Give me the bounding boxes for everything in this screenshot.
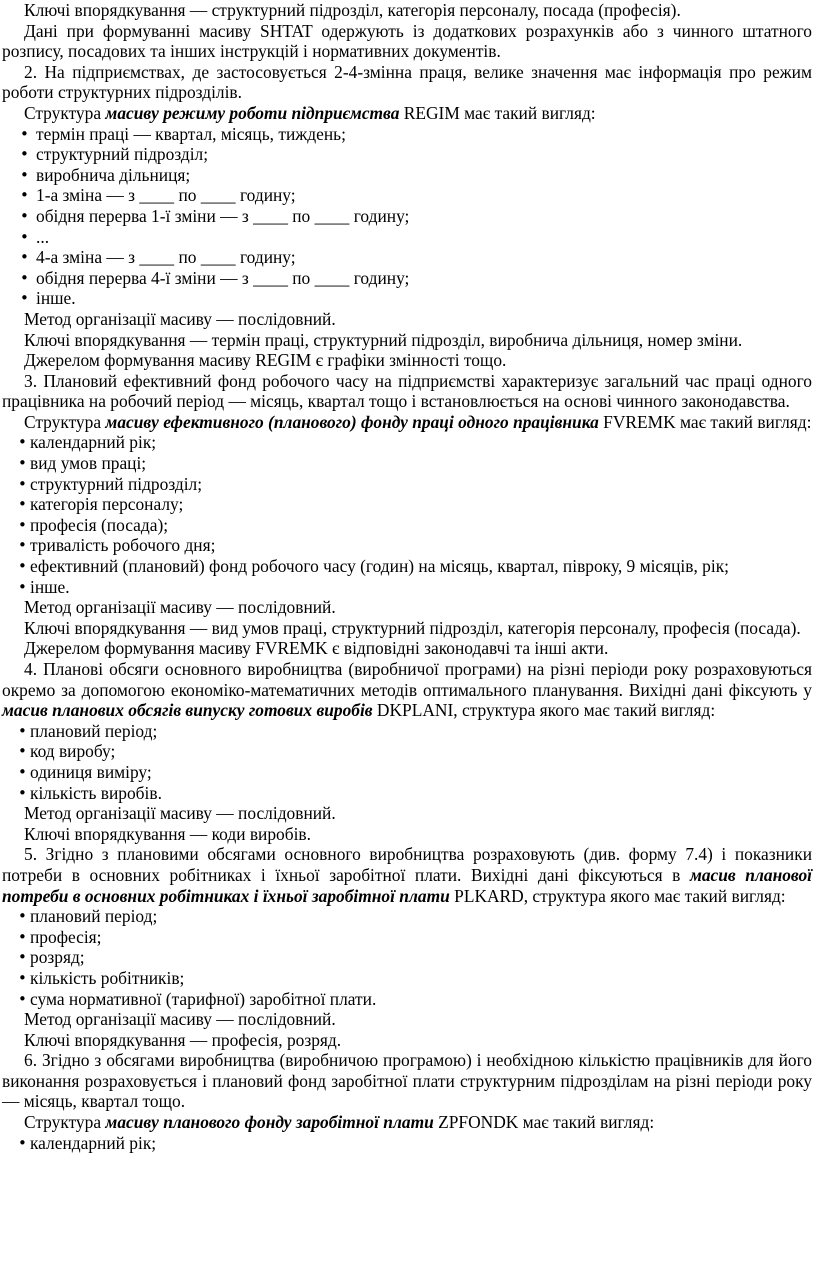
list-item: • кількість робітників; bbox=[2, 968, 812, 989]
text: DKPLANI, структура якого має такий вигляд: bbox=[372, 700, 716, 721]
emphasized-term: масив планових обсягів випуску готових виробів bbox=[2, 700, 373, 721]
paragraph: Ключі впорядкування — вид умов праці, структурний підрозділ, категорія персоналу, професія (посада). bbox=[24, 617, 801, 638]
text: 5. Згідно з плановими обсягами основного виробництва розраховують (див. форму 7.4) і показники потреби в основних робітниках і їхньої заробітної плати. Вихідні дані фіксуються в bbox=[2, 844, 812, 885]
paragraph: Метод організації масиву — послідовний. bbox=[24, 308, 336, 329]
paragraph: 2. На підприємствах, де застосовується 2-4-змінна праця, велике значення має інформація про режим роботи структурних підрозділів. bbox=[2, 61, 812, 103]
list-item: • 4-а зміна — з ____ по ____ годину; bbox=[2, 247, 812, 268]
list-item: • календарний рік; bbox=[2, 432, 812, 453]
list-item: • категорія персоналу; bbox=[2, 494, 812, 515]
paragraph: Метод організації масиву — послідовний. bbox=[24, 597, 336, 618]
list-item: • професія; bbox=[2, 927, 812, 948]
paragraph-plkard bbox=[2, 844, 812, 906]
paragraph-structure-zpfondk bbox=[2, 1112, 812, 1133]
list-item: • структурний підрозділ; bbox=[2, 144, 812, 165]
paragraph: 6. Згідно з обсягами виробництва (виробничою програмою) і необхідною кількістю працівників для його виконання розраховується і плановий фонд заробітної плати структурним підрозділам на різні періоди року — місяць, квартал тощо. bbox=[2, 1050, 812, 1112]
text: REGIM має такий вигляд: bbox=[399, 102, 596, 123]
list-item: • одиниця виміру; bbox=[2, 762, 812, 783]
list-item: • тривалість робочого дня; bbox=[2, 535, 812, 556]
paragraph: 3. Плановий ефективний фонд робочого часу на підприємстві характеризує загальний час праці одного працівника на робочий період — місяць, квартал тощо і встановлюється на основі чинного законодавства. bbox=[2, 370, 812, 412]
list-item: • ... bbox=[2, 227, 812, 248]
text: 4. Планові обсяги основного виробництва (виробничої програми) на різні періоди року розраховуються окремо за допомогою економіко-математичних методів оптимального планування. Вихідні дані фіксують у bbox=[2, 659, 812, 700]
paragraph: Джерелом формування масиву FVREMK є відповідні законодавчі та інші акти. bbox=[24, 638, 609, 659]
emphasized-term: масиву режиму роботи підприємства bbox=[105, 102, 400, 123]
paragraph: Ключі впорядкування — професія, розряд. bbox=[24, 1029, 342, 1050]
emphasized-term: масиву планового фонду заробітної плати bbox=[105, 1112, 434, 1133]
list-item: • розряд; bbox=[2, 947, 812, 968]
list-item: • інше. bbox=[2, 577, 812, 598]
paragraph: Ключі впорядкування — структурний підрозділ, категорія персоналу, посада (професія). bbox=[24, 0, 681, 20]
text: Структура bbox=[24, 1112, 106, 1133]
paragraph: Метод організації масиву — послідовний. bbox=[24, 1009, 336, 1030]
list-item: • кількість виробів. bbox=[2, 783, 812, 804]
list-item: • код виробу; bbox=[2, 741, 812, 762]
list-item: • структурний підрозділ; bbox=[2, 474, 812, 495]
fvremk-list bbox=[2, 432, 812, 597]
paragraph: Дані при формуванні масиву SHTAT одержують із додаткових розрахунків або з чинного штатного розпису, посадових та інших інструкцій і нормативних документів. bbox=[2, 20, 812, 62]
paragraph: Ключі впорядкування — термін праці, структурний підрозділ, виробнича дільниця, номер зміни. bbox=[24, 329, 743, 350]
zpfondk-list bbox=[2, 1133, 812, 1154]
list-item: • календарний рік; bbox=[2, 1133, 812, 1154]
list-item: • обідня перерва 1-ї зміни — з ____ по ____ годину; bbox=[2, 206, 812, 227]
paragraph-dkplani bbox=[2, 659, 812, 721]
paragraph-structure-fvremk bbox=[2, 412, 812, 433]
list-item: • інше. bbox=[2, 288, 812, 309]
paragraph: Ключі впорядкування — коди виробів. bbox=[24, 823, 311, 844]
text: FVREMK має такий вигляд: bbox=[598, 411, 812, 432]
list-item: • виробнича дільниця; bbox=[2, 165, 812, 186]
dkplani-list bbox=[2, 721, 812, 803]
plkard-list bbox=[2, 906, 812, 1009]
text: Структура bbox=[24, 411, 106, 432]
list-item: • плановий період; bbox=[2, 721, 812, 742]
text: PLKARD, структура якого має такий вигляд: bbox=[449, 885, 786, 906]
list-item: • 1-а зміна — з ____ по ____ годину; bbox=[2, 185, 812, 206]
regim-list bbox=[2, 124, 812, 309]
list-item: • обідня перерва 4-ї зміни — з ____ по ____ годину; bbox=[2, 268, 812, 289]
text: Структура bbox=[24, 102, 106, 123]
list-item: • професія (посада); bbox=[2, 515, 812, 536]
text: ZPFONDK має такий вигляд: bbox=[433, 1112, 655, 1133]
list-item: • термін праці — квартал, місяць, тиждень; bbox=[2, 124, 812, 145]
emphasized-term: масив планової потреби в основних робітниках і їхньої заробітної плати bbox=[2, 864, 812, 906]
paragraph: Метод організації масиву — послідовний. bbox=[24, 803, 336, 824]
paragraph: Джерелом формування масиву REGIM є графіки змінності тощо. bbox=[24, 350, 507, 371]
list-item: • вид умов праці; bbox=[2, 453, 812, 474]
list-item: • сума нормативної (тарифної) заробітної плати. bbox=[2, 989, 812, 1010]
list-item: • плановий період; bbox=[2, 906, 812, 927]
list-item: • ефективний (плановий) фонд робочого часу (годин) на місяць, квартал, півроку, 9 місяців, рік; bbox=[2, 556, 812, 577]
emphasized-term: масиву ефективного (планового) фонду праці одного працівника bbox=[105, 411, 599, 432]
paragraph-structure-regim bbox=[2, 103, 812, 124]
